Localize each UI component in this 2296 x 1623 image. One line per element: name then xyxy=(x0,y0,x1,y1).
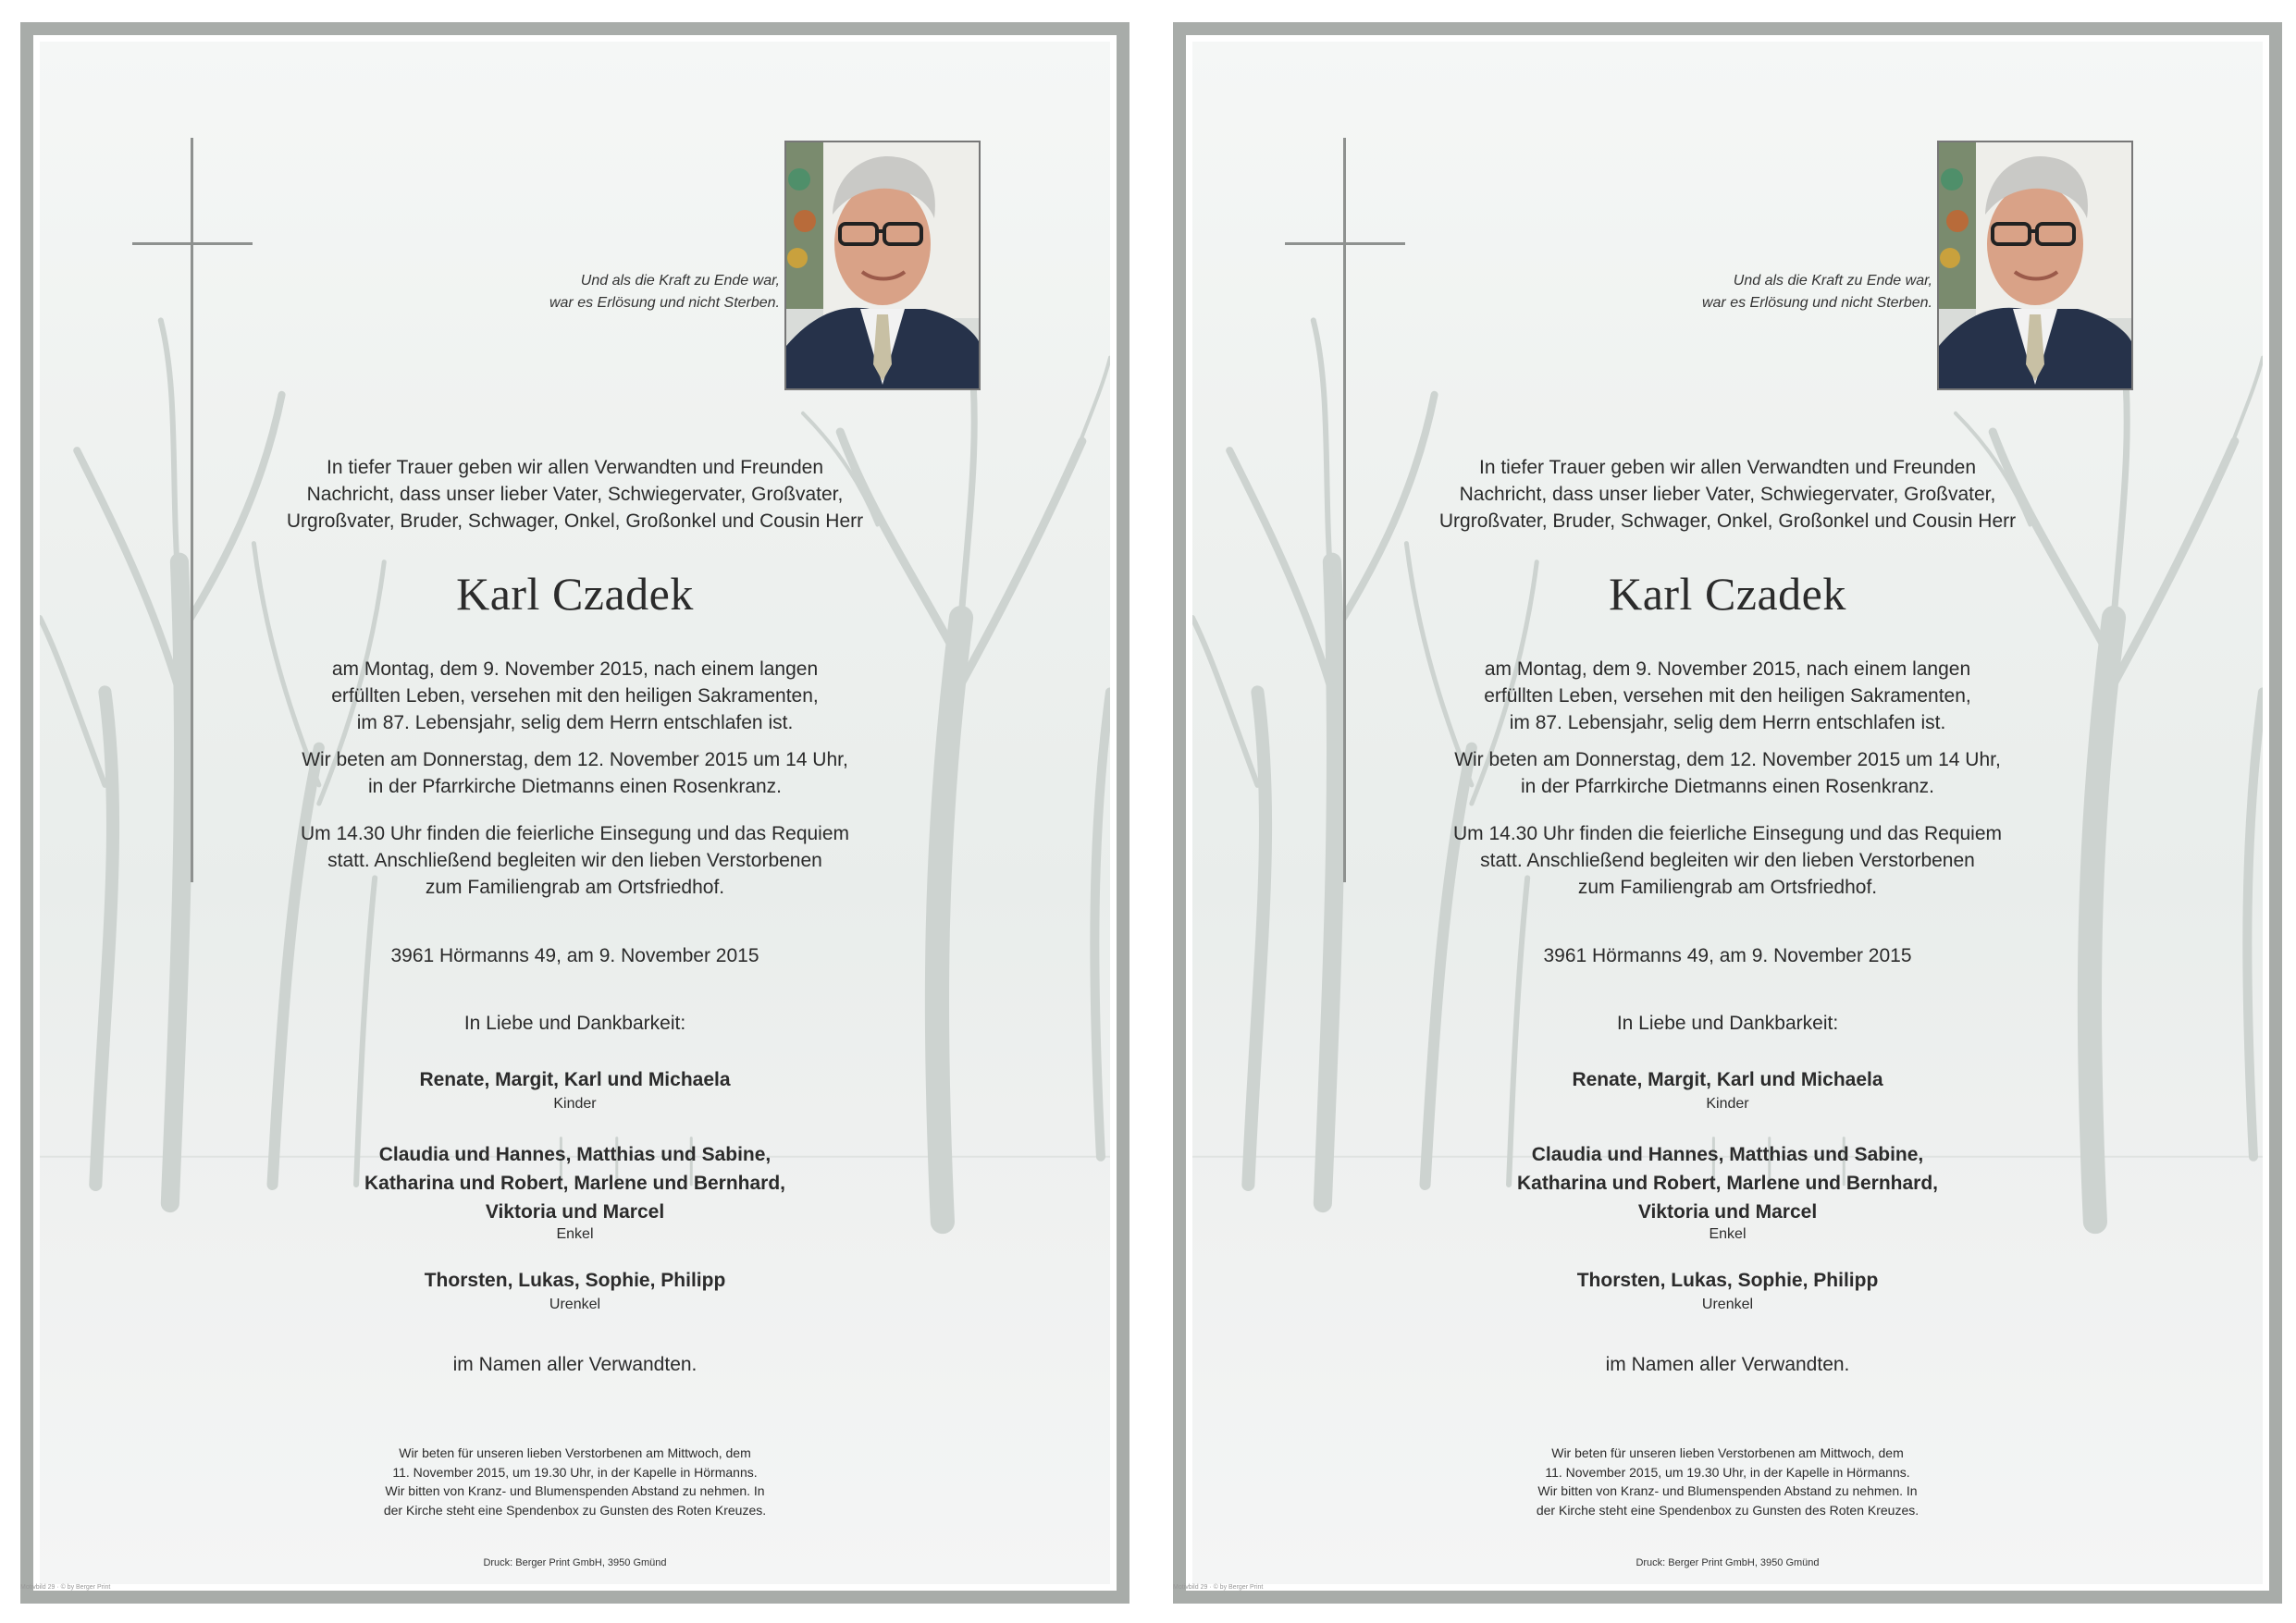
death-details xyxy=(40,656,1110,736)
announcement-intro xyxy=(40,454,1110,535)
intro-line: Urgroßvater, Bruder, Schwager, Onkel, Großonkel und Cousin Herr xyxy=(1438,510,2017,532)
funeral-info xyxy=(1192,820,2263,901)
notice-line: Wir bitten von Kranz- und Blumenspenden Abstand zu nehmen. In xyxy=(1537,1483,1918,1498)
on-behalf-line: im Namen aller Verwandten. xyxy=(1605,1354,1850,1375)
portrait-photo xyxy=(784,141,981,390)
rosary-line: in der Pfarrkirche Dietmanns einen Rosenkranz. xyxy=(1520,776,1935,797)
gratitude-line: In Liebe und Dankbarkeit: xyxy=(1616,1013,1839,1034)
death-details-line: am Montag, dem 9. November 2015, nach einem langen xyxy=(1484,658,1971,680)
funeral-line: statt. Anschließend begleiten wir den lieben Verstorbenen xyxy=(1480,850,1975,871)
great-grandchildren-names: Thorsten, Lukas, Sophie, Philipp xyxy=(1576,1270,1879,1291)
grandchildren-line: Viktoria und Marcel xyxy=(485,1201,665,1223)
card-paper xyxy=(1192,42,2263,1584)
rosary-line: in der Pfarrkirche Dietmanns einen Rosenkranz. xyxy=(367,776,783,797)
prayer-notice xyxy=(40,1444,1110,1519)
relation-label: Urenkel xyxy=(549,1297,601,1312)
cross-horizontal-icon xyxy=(1285,242,1405,245)
grandchildren-line: Katharina und Robert, Marlene und Bernhard, xyxy=(1516,1173,1939,1194)
card-frame xyxy=(1186,35,2269,1591)
relation-label: Kinder xyxy=(1706,1096,1749,1112)
death-details xyxy=(1192,656,2263,736)
children-names: Renate, Margit, Karl und Michaela xyxy=(419,1069,731,1090)
funeral-line: zum Familiengrab am Ortsfriedhof. xyxy=(1577,877,1878,898)
funeral-line: statt. Anschließend begleiten wir den lieben Verstorbenen xyxy=(327,850,822,871)
obituary-card xyxy=(1173,22,2282,1604)
quote xyxy=(438,270,780,314)
quote xyxy=(1590,270,1932,314)
grandchildren-names xyxy=(1192,1140,2263,1226)
rosary-line: Wir beten am Donnerstag, dem 12. November 2015 um 14 Uhr, xyxy=(302,749,848,770)
place-date: 3961 Hörmanns 49, am 9. November 2015 xyxy=(390,945,759,966)
printer-credit: Druck: Berger Print GmbH, 3950 Gmünd xyxy=(1636,1557,1820,1568)
quote-line: Und als die Kraft zu Ende war, xyxy=(1733,273,1932,289)
rosary-line: Wir beten am Donnerstag, dem 12. November 2015 um 14 Uhr, xyxy=(1454,749,2001,770)
deceased-name: Karl Czadek xyxy=(456,568,694,620)
death-details-line: im 87. Lebensjahr, selig dem Herrn entschlafen ist. xyxy=(356,712,794,733)
notice-line: Wir bitten von Kranz- und Blumenspenden Abstand zu nehmen. In xyxy=(385,1483,765,1498)
notice-line: der Kirche steht eine Spendenbox zu Gunsten des Roten Kreuzes. xyxy=(1536,1502,1920,1518)
card-frame xyxy=(33,35,1117,1591)
intro-line: Nachricht, dass unser lieber Vater, Schwiegervater, Großvater, xyxy=(1459,484,1996,505)
relation-label: Enkel xyxy=(556,1226,594,1242)
rosary-info xyxy=(40,746,1110,800)
intro-line: In tiefer Trauer geben wir allen Verwandten und Freunden xyxy=(326,457,823,478)
place-date: 3961 Hörmanns 49, am 9. November 2015 xyxy=(1543,945,1912,966)
grandchildren-line: Claudia und Hannes, Matthias und Sabine, xyxy=(378,1144,772,1165)
deceased-name: Karl Czadek xyxy=(1609,568,1846,620)
margin-note: Motivbild 29 · © by Berger Print xyxy=(1173,1584,1264,1591)
grandchildren-line: Katharina und Robert, Marlene und Bernhard, xyxy=(364,1173,786,1194)
prayer-notice xyxy=(1192,1444,2263,1519)
notice-line: 11. November 2015, um 19.30 Uhr, in der Kapelle in Hörmanns. xyxy=(392,1464,758,1480)
grandchildren-line: Viktoria und Marcel xyxy=(1637,1201,1818,1223)
printer-credit: Druck: Berger Print GmbH, 3950 Gmünd xyxy=(483,1557,667,1568)
relation-label: Kinder xyxy=(553,1096,597,1112)
death-details-line: erfüllten Leben, versehen mit den heiligen Sakramenten, xyxy=(331,685,819,707)
obituary-card xyxy=(20,22,1129,1604)
card-paper xyxy=(40,42,1110,1584)
quote-line: war es Erlösung und nicht Sterben. xyxy=(549,295,780,311)
quote-line: Und als die Kraft zu Ende war, xyxy=(580,273,780,289)
relation-label: Enkel xyxy=(1709,1226,1747,1242)
notice-line: 11. November 2015, um 19.30 Uhr, in der Kapelle in Hörmanns. xyxy=(1545,1464,1910,1480)
cross-horizontal-icon xyxy=(132,242,253,245)
intro-line: Nachricht, dass unser lieber Vater, Schwiegervater, Großvater, xyxy=(306,484,844,505)
grandchildren-names xyxy=(40,1140,1110,1226)
death-details-line: erfüllten Leben, versehen mit den heiligen Sakramenten, xyxy=(1484,685,1971,707)
quote-line: war es Erlösung und nicht Sterben. xyxy=(1701,295,1932,311)
relation-label: Urenkel xyxy=(1701,1297,1754,1312)
notice-line: Wir beten für unseren lieben Verstorbenen am Mittwoch, dem xyxy=(1551,1445,1904,1460)
death-details-line: im 87. Lebensjahr, selig dem Herrn entschlafen ist. xyxy=(1509,712,1946,733)
portrait-photo xyxy=(1937,141,2133,390)
intro-line: In tiefer Trauer geben wir allen Verwandten und Freunden xyxy=(1478,457,1976,478)
on-behalf-line: im Namen aller Verwandten. xyxy=(452,1354,697,1375)
grandchildren-line: Claudia und Hannes, Matthias und Sabine, xyxy=(1531,1144,1924,1165)
funeral-info xyxy=(40,820,1110,901)
rosary-info xyxy=(1192,746,2263,800)
death-details-line: am Montag, dem 9. November 2015, nach einem langen xyxy=(331,658,819,680)
funeral-line: Um 14.30 Uhr finden die feierliche Einsegung und das Requiem xyxy=(300,823,850,844)
announcement-intro xyxy=(1192,454,2263,535)
intro-line: Urgroßvater, Bruder, Schwager, Onkel, Großonkel und Cousin Herr xyxy=(286,510,864,532)
great-grandchildren-names: Thorsten, Lukas, Sophie, Philipp xyxy=(424,1270,726,1291)
funeral-line: zum Familiengrab am Ortsfriedhof. xyxy=(425,877,725,898)
notice-line: Wir beten für unseren lieben Verstorbenen am Mittwoch, dem xyxy=(399,1445,751,1460)
gratitude-line: In Liebe und Dankbarkeit: xyxy=(463,1013,686,1034)
children-names: Renate, Margit, Karl und Michaela xyxy=(1572,1069,1883,1090)
funeral-line: Um 14.30 Uhr finden die feierliche Einsegung und das Requiem xyxy=(1452,823,2003,844)
notice-line: der Kirche steht eine Spendenbox zu Gunsten des Roten Kreuzes. xyxy=(383,1502,767,1518)
margin-note: Motivbild 29 · © by Berger Print xyxy=(20,1584,111,1591)
